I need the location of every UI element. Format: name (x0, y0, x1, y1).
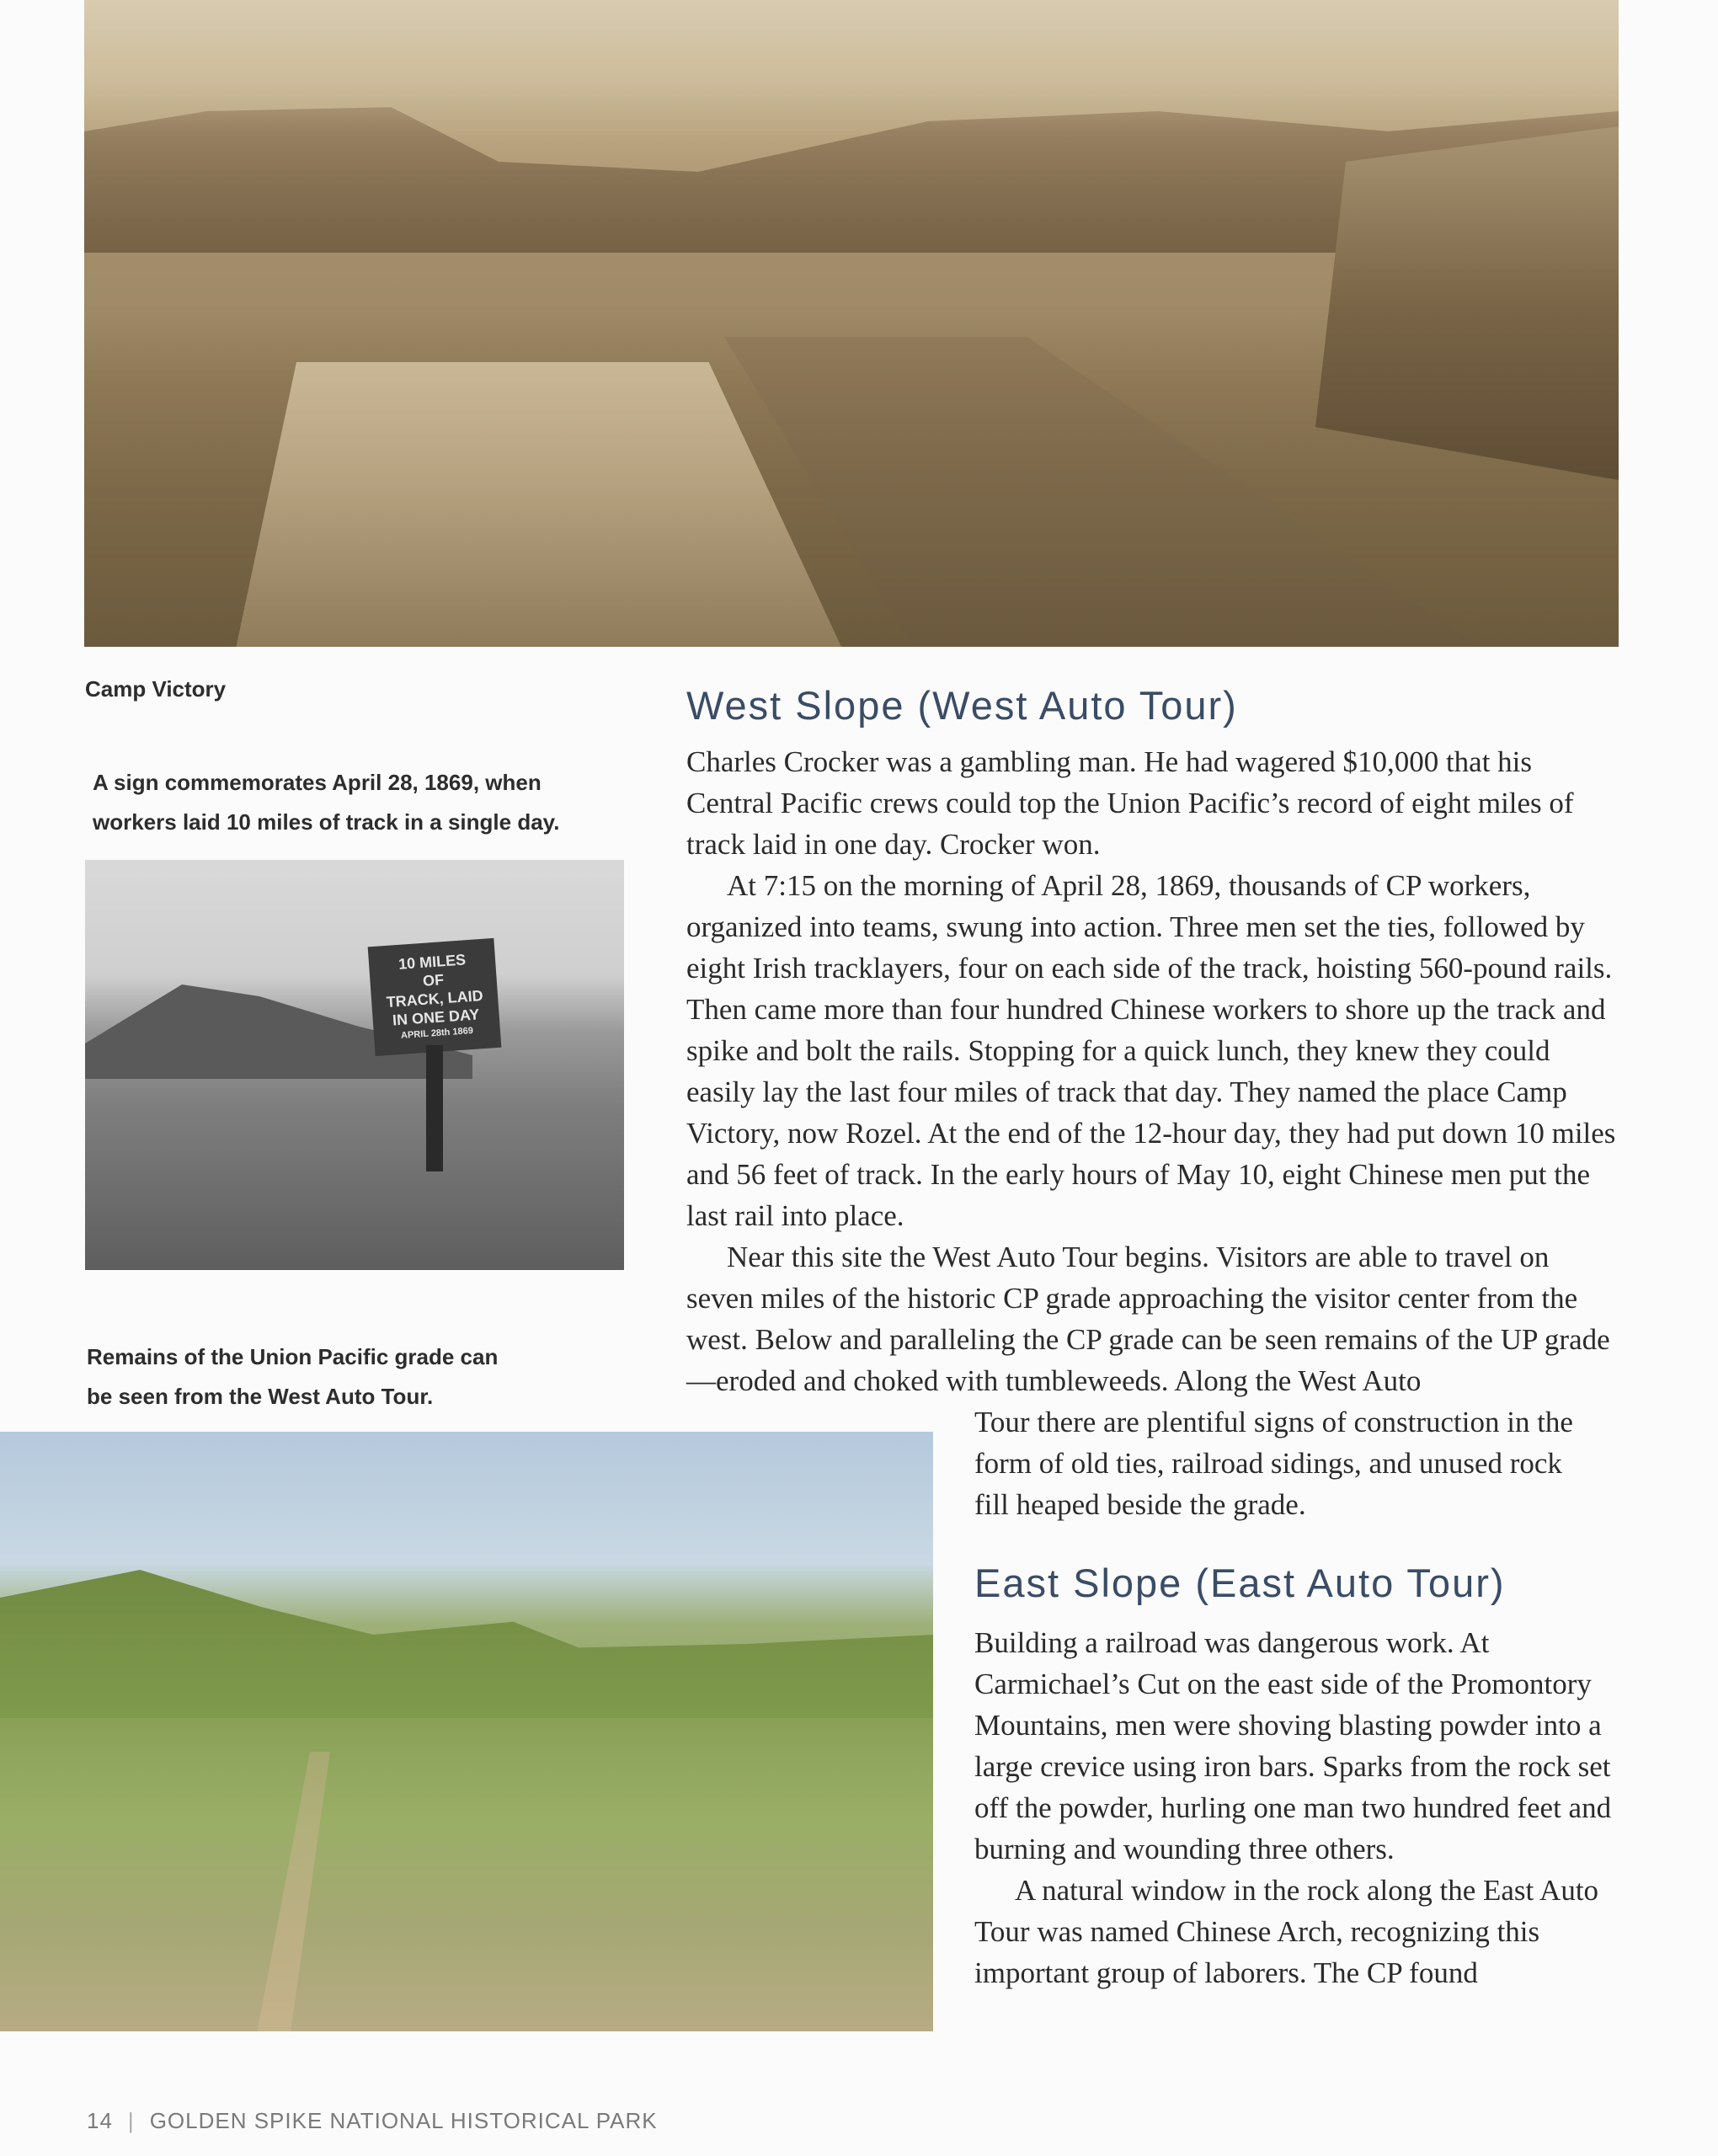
camp-victory-caption: Camp Victory (85, 676, 227, 702)
sign-board (368, 938, 502, 1056)
sign-caption: A sign commemorates April 28, 1869, when workers laid 10 miles of track in a single day. (93, 770, 560, 835)
publication-title: GOLDEN SPIKE NATIONAL HISTORICAL PARK (149, 2108, 658, 2133)
photo-ridge (0, 1533, 933, 1718)
east-slope-body (974, 1622, 1614, 1993)
sign-line: 10 MILES (397, 951, 467, 973)
camp-victory-photo (84, 0, 1619, 647)
page-footer (87, 2108, 658, 2134)
up-grade-caption: Remains of the Union Pacific grade can be seen from the West Auto Tour. (87, 1344, 499, 1409)
photo-tent-cars (1315, 126, 1619, 480)
footer-separator: | (127, 2108, 135, 2133)
sign-line: APRIL 28th 1869 (400, 1025, 474, 1041)
west-paragraph: At 7:15 on the morning of April 28, 1869, thousands of CP workers, organized into teams, swung into action. Three men set the ties, followed by eight Irish tracklayers, four on each side of the track, hoisting 560-pound rails. Then came more than four hundred Chinese workers to shore up the track and spike and bolt the rails. Stopping for a quick lunch, they knew they could easily lay the last four miles of track that day. They named the place Camp Victory, now Rozel. At the end of the 12-hour day, they had put down 10 miles and 56 feet of track. In the early hours of May 10, eight Chinese men put the last rail into place. (686, 869, 1616, 1232)
west-paragraph: Near this site the West Auto Tour begins. Visitors are able to travel on seven miles of the historic CP grade approaching the visitor center from the west. Below and paralleling the CP grade can be seen remains of the UP grade—eroded and choked with tumbleweeds. Along the West Auto (686, 1241, 1610, 1397)
sign-line: OF (422, 971, 445, 990)
west-paragraph: Tour there are plentiful signs of construction in the form of old ties, railroad sidings, and unused rock fill heaped beside the grade. (974, 1406, 1573, 1521)
west-paragraph: Charles Crocker was a gambling man. He had wagered $10,000 that his Central Pacific crews could top the Union Pacific’s record of eight miles of track laid in one day. Crocker won. (686, 745, 1574, 861)
west-slope-heading: West Slope (West Auto Tour) (686, 683, 1238, 728)
ten-miles-sign-photo (85, 860, 624, 1270)
page-number: 14 (87, 2108, 113, 2133)
photo-grade-path (236, 1752, 371, 2031)
east-paragraph: A natural window in the rock along the East Auto Tour was named Chinese Arch, recognizing this important group of laborers. The CP found (974, 1874, 1599, 1989)
west-slope-body-continued (974, 1401, 1602, 1525)
photo-railcar (236, 362, 842, 647)
east-slope-heading: East Slope (East Auto Tour) (974, 1561, 1506, 1605)
sign-line: IN ONE DAY (392, 1006, 480, 1029)
sign-line: TRACK, LAID (386, 987, 484, 1011)
west-slope-body (686, 741, 1623, 1401)
up-grade-landscape-photo (0, 1432, 933, 2031)
east-paragraph: Building a railroad was dangerous work. At Carmichael’s Cut on the east side of the Promontory Mountains, men were shoving blasting powder into a large crevice using iron bars. Sparks from the rock set off the powder, hurling one man two hundred feet and burning and wounding three others. (974, 1626, 1612, 1865)
sign-post (426, 1045, 443, 1171)
